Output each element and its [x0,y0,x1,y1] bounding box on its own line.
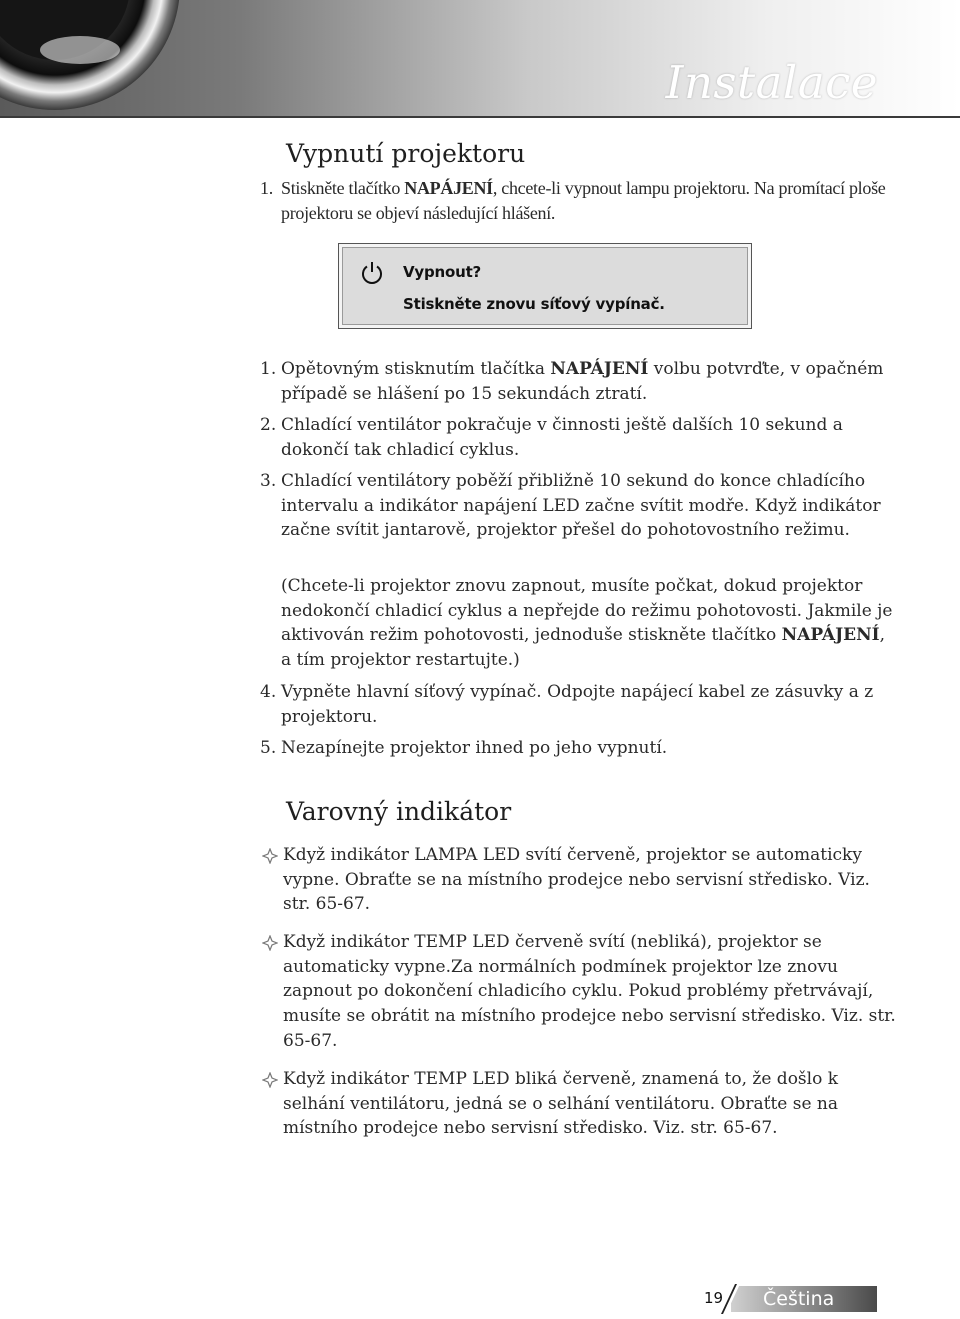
step-number: 5. [260,738,277,758]
bullet-text: Když indikátor LAMPA LED svítí červeně, projektor se automaticky vypne. Obraťte se na místního prodejce nebo servisní středisko. Viz. str. 65-67. [283,845,870,915]
section-title-warning: Varovný indikátor [286,797,512,826]
diamond-bullet-icon [262,1072,278,1088]
dialog-message: Stiskněte znovu síťový vypínač. [403,295,665,313]
bullet-text: Když indikátor TEMP LED červeně svítí (nebliká), projektor se automaticky vypne.Za normálních podmínek projektor lze znovu zapnout po dokončení chladicího cyklu. Pokud problémy přetrvávají, musíte se obrátit na místního prodejce nebo servisní středisko. Viz. str. 65-67. [283,932,896,1051]
step-text-post: volbu potvrďte, v opačném případě se hlášení po 15 sekundách ztratí. [281,359,884,404]
dialog-title: Vypnout? [403,263,482,281]
intro-step [260,176,900,225]
page-number: 19 [703,1289,724,1307]
power-keyword: NAPÁJENÍ [404,178,493,198]
power-keyword: NAPÁJENÍ [781,625,880,646]
diamond-bullet-icon [262,935,278,951]
step-number: 2. [260,415,277,435]
diamond-bullet-icon [262,848,278,864]
power-icon [359,260,385,286]
bullet-text: Když indikátor TEMP LED bliká červeně, znamená to, že došlo k selhání ventilátoru, jedná se o selhání ventilátoru. Obraťte se na místního prodejce nebo servisní středisko. Viz. str. 65-67. [283,1069,839,1139]
step-number: 4. [260,682,277,702]
footer-slash-decoration [718,1284,740,1314]
step-text-pre: Opětovným stisknutím tlačítka [281,359,551,379]
projector-lens-graphic [0,0,180,110]
step-text: Nezapínejte projektor ihned po jeho vypnutí. [281,738,668,758]
power-off-dialog [338,243,752,329]
page-header [0,0,960,118]
warning-bullet [262,843,902,917]
section-title-shutdown: Vypnutí projektoru [286,139,526,168]
note-text-post: , a tím projektor restartujte.) [281,625,885,671]
chapter-title: Instalace [665,56,878,109]
step-item [260,680,900,729]
step-number: 1. [260,359,277,379]
note-text-pre: (Chcete-li projektor znovu zapnout, musíte počkat, dokud projektor nedokončí chladicí cyklus a nepřejde do režimu pohotovosti. Jakmile je aktivován režim pohotovosti, jednoduše stiskněte tlačítko [281,576,893,646]
step-number: 1. [260,178,273,198]
warning-bullet [262,930,902,1054]
language-label: Čeština [763,1288,835,1310]
step-text: Chladící ventilátory poběží přibližně 10 sekund do konce chladícího intervalu a indikátor napájení LED začne svítit modře. Když indikátor začne svítit jantarově, projektor přešel do pohotovostního režimu. [281,471,881,541]
step-item [260,469,900,543]
step-number: 3. [260,471,277,491]
step-item [260,357,900,406]
step-item [260,413,900,462]
intro-text-pre: Stiskněte tlačítko [281,178,405,198]
step-note [260,574,900,673]
power-keyword: NAPÁJENÍ [550,359,649,379]
intro-text-post: , chcete-li vypnout lampu projektoru. Na promítací ploše projektoru se objeví následující hlášení. [281,178,886,223]
warning-bullet [262,1067,902,1141]
step-text: Chladící ventilátor pokračuje v činnosti ještě dalších 10 sekund a dokončí tak chladicí cyklus. [281,415,843,460]
step-item [260,736,900,761]
step-text: Vypněte hlavní síťový vypínač. Odpojte napájecí kabel ze zásuvky a z projektoru. [281,682,874,727]
